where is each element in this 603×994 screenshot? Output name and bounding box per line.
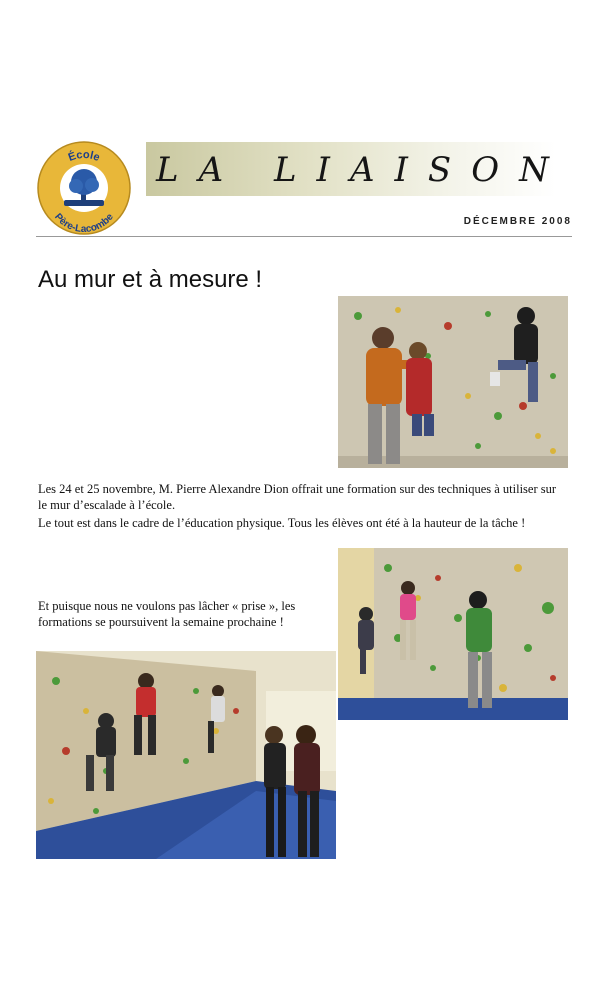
photo-instructor-helping-climber (338, 296, 568, 468)
photo-children-climbing-wall (338, 548, 568, 720)
school-logo (36, 140, 132, 236)
article-paragraph-1: Les 24 et 25 novembre, M. Pierre Alexandre Dion offrait une formation sur des techniques à utiliser sur le mur d’escalade à l’école. (38, 482, 557, 512)
article-headline: Au mur et à mesure ! (38, 266, 263, 293)
issue-date: DÉCEMBRE 2008 (463, 216, 572, 227)
article-paragraph-2: Le tout est dans le cadre de l’éducation physique. Tous les élèves ont été à la hauteur de la tâche ! (38, 516, 526, 530)
article-paragraph-3: Et puisque nous ne voulons pas lâcher « prise », les formations se poursuivent la semaine prochaine ! (38, 599, 296, 629)
logo-text-bottom: Père-Lacombe (52, 211, 116, 236)
newsletter-title: LA LIAISON (156, 150, 569, 190)
header-divider (36, 236, 572, 237)
logo-text-top: École (66, 148, 102, 164)
photo-gym-climbing-wall (36, 651, 336, 859)
